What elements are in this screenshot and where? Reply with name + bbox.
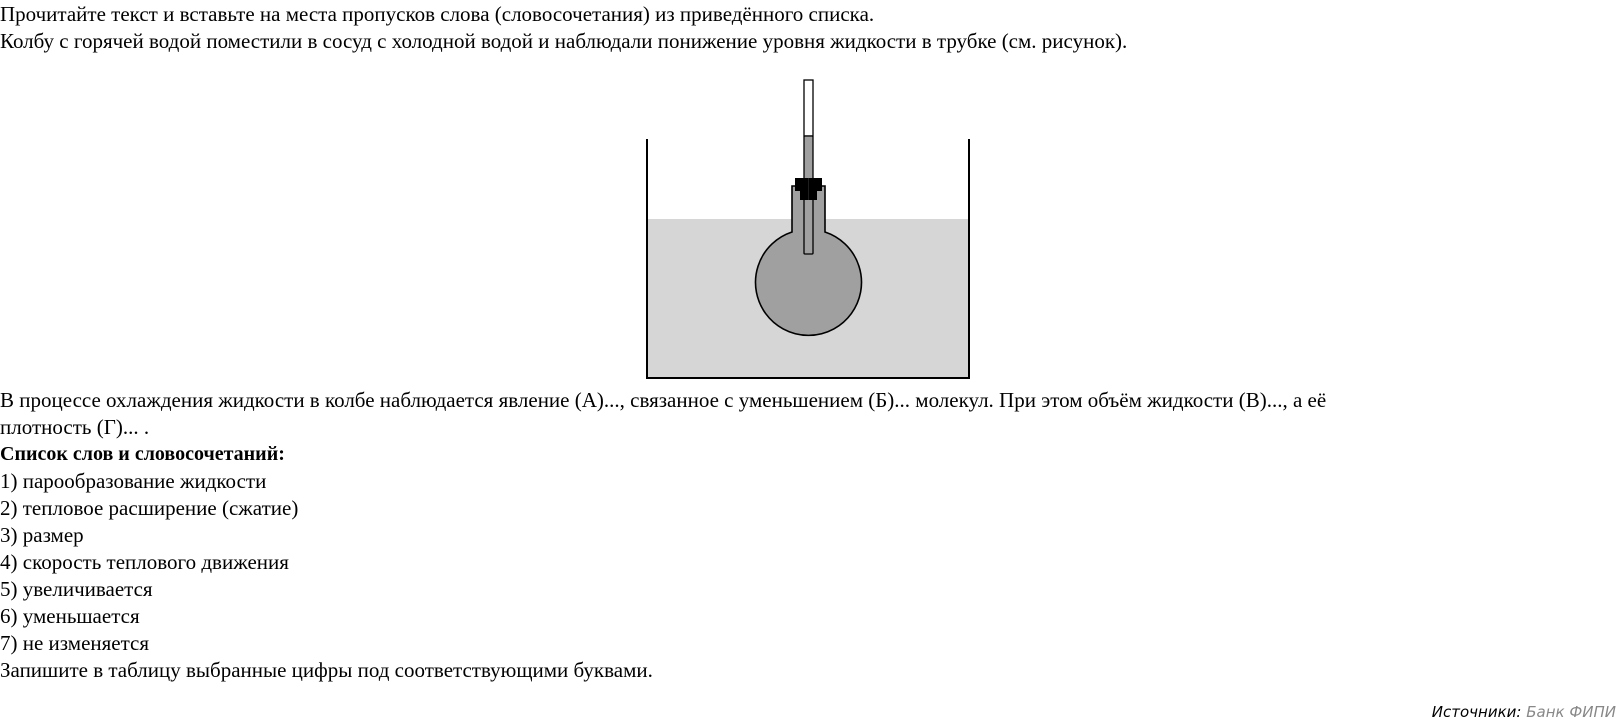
option-item: 4) скорость теплового движения: [0, 550, 289, 574]
tube-empty: [804, 80, 813, 136]
list-heading: Список слов и словосочетаний:: [0, 443, 285, 465]
source-attribution: [1432, 702, 1616, 722]
instruction-text: Прочитайте текст и вставьте на места пропусков слова (словосочетания) из приведённого списка.: [0, 2, 875, 26]
option-item: 6) уменьшается: [0, 604, 140, 628]
experiment-figure: [630, 70, 975, 385]
option-item: 7) не изменяется: [0, 631, 150, 655]
source-link[interactable]: Банк ФИПИ: [1526, 703, 1616, 721]
options-list: [0, 468, 298, 657]
option-item: 5) увеличивается: [0, 577, 153, 601]
setup-text: Колбу с горячей водой поместили в сосуд с холодной водой и наблюдали понижение уровня жидкости в трубке (см. рисунок).: [0, 29, 1128, 53]
paragraph-line-1: В процессе охлаждения жидкости в колбе наблюдается явление (А)..., связанное с уменьшением (Б)... молекул. При этом объём жидкости (В)..., а её: [0, 388, 1327, 412]
option-item: 2) тепловое расширение (сжатие): [0, 496, 299, 520]
option-item: 3) размер: [0, 523, 84, 547]
option-item: 1) парообразование жидкости: [0, 469, 267, 493]
paragraph-line-2: плотность (Г)... .: [0, 415, 150, 439]
closing-text: Запишите в таблицу выбранные цифры под соответствующими буквами.: [0, 658, 653, 682]
source-label: Источники:: [1431, 703, 1522, 721]
